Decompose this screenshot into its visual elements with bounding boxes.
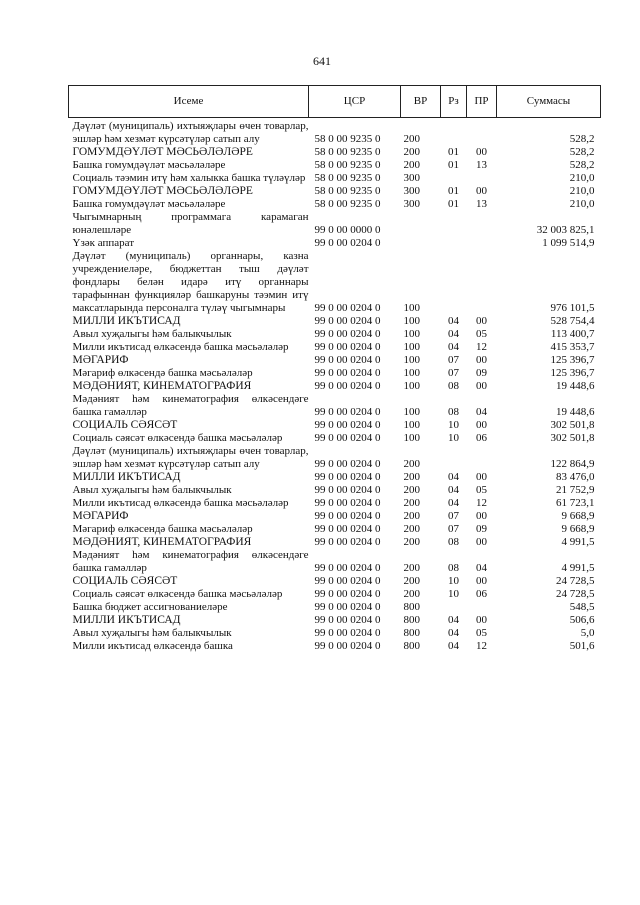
cell-rz: 04	[448, 627, 459, 639]
table-row	[69, 315, 601, 328]
cell-sum: 415 353,7	[550, 341, 595, 353]
table-row	[69, 614, 601, 627]
cell-pr: 13	[476, 159, 487, 171]
cell-csr: 99 0 00 0204 0	[314, 471, 381, 483]
cell-vr: 100	[403, 341, 420, 353]
table-row	[69, 640, 601, 653]
cell-vr: 200	[403, 562, 420, 574]
cell-rz: 07	[448, 354, 459, 366]
cell-rz: 04	[448, 614, 459, 626]
cell-pr: 00	[476, 471, 487, 483]
cell-pr	[467, 172, 497, 185]
cell-name: Социаль сәясәт өлкәсендә башка мәсьәләләр	[72, 432, 283, 444]
cell-rz: 08	[448, 536, 459, 548]
cell-csr: 99 0 00 0204 0	[314, 341, 381, 353]
cell-sum: 506,6	[569, 614, 595, 626]
cell-csr: 58 0 00 9235 0	[314, 172, 381, 184]
cell-name: ГОМУМДӘҮЛӘТ МӘСЬӘЛӘЛӘРЕ	[72, 185, 253, 197]
cell-pr	[467, 211, 497, 237]
cell-rz	[441, 445, 467, 471]
cell-sum: 9 668,9	[561, 523, 595, 535]
cell-sum: 9 668,9	[561, 510, 595, 522]
cell-name: МИЛЛИ ИКЪТИСАД	[72, 315, 181, 327]
cell-sum: 210,0	[569, 198, 595, 210]
cell-vr	[401, 237, 441, 250]
cell-name: Авыл хуҗалыгы һәм балыкчылык	[72, 328, 232, 340]
table-row	[69, 118, 601, 147]
cell-name: Социаль тәэмин итү һәм халыкка башка түләүләр	[72, 172, 306, 184]
cell-name: Милли икътисад өлкәсендә башка	[72, 640, 233, 652]
cell-sum: 4 991,5	[561, 536, 595, 548]
cell-csr: 99 0 00 0204 0	[314, 523, 381, 535]
cell-sum: 24 728,5	[556, 575, 595, 587]
budget-table	[68, 85, 601, 653]
cell-pr	[467, 237, 497, 250]
cell-sum: 125 396,7	[550, 354, 595, 366]
table-row	[69, 445, 601, 471]
cell-rz: 01	[448, 146, 459, 158]
cell-sum: 501,6	[569, 640, 595, 652]
cell-pr	[467, 601, 497, 614]
cell-sum: 21 752,9	[556, 484, 595, 496]
cell-rz: 08	[448, 380, 459, 392]
cell-name: СОЦИАЛЬ СӘЯСӘТ	[72, 575, 178, 587]
cell-name: Авыл хуҗалыгы һәм балыкчылык	[72, 627, 232, 639]
cell-pr: 05	[476, 328, 487, 340]
cell-name: Дәүләт (муниципаль) ихтыяҗлары өчен товарлар, эшләр һәм хезмәт күрсәтүләр сатып алу	[72, 120, 309, 145]
table-row	[69, 484, 601, 497]
cell-vr	[401, 211, 441, 237]
table-row	[69, 380, 601, 393]
table-header-row	[69, 86, 601, 118]
cell-pr: 00	[476, 380, 487, 392]
cell-vr: 100	[403, 380, 420, 392]
cell-name: Авыл хуҗалыгы һәм балыкчылык	[72, 484, 232, 496]
cell-pr: 12	[476, 341, 487, 353]
cell-name: Мәдәният һәм кинематография өлкәсендәге башка гамәлләр	[72, 549, 309, 574]
table-row	[69, 510, 601, 523]
cell-rz: 07	[448, 510, 459, 522]
cell-sum: 528 754,4	[550, 315, 595, 327]
cell-pr: 00	[476, 614, 487, 626]
cell-csr: 99 0 00 0204 0	[314, 588, 381, 600]
cell-csr: 99 0 00 0204 0	[314, 627, 381, 639]
cell-rz: 01	[448, 159, 459, 171]
cell-rz	[441, 237, 467, 250]
table-row	[69, 146, 601, 159]
cell-csr: 99 0 00 0000 0	[314, 224, 381, 236]
cell-vr: 300	[403, 198, 420, 210]
cell-vr: 800	[403, 640, 420, 652]
cell-pr: 05	[476, 627, 487, 639]
cell-csr: 99 0 00 0204 0	[314, 354, 381, 366]
cell-pr: 13	[476, 198, 487, 210]
cell-name: Социаль сәясәт өлкәсендә башка мәсьәләләр	[72, 588, 283, 600]
cell-pr	[467, 250, 497, 315]
header-sum: Суммасы	[497, 86, 601, 118]
cell-pr: 06	[476, 588, 487, 600]
cell-pr: 00	[476, 575, 487, 587]
table-row	[69, 471, 601, 484]
cell-sum: 302 501,8	[550, 432, 595, 444]
cell-csr: 99 0 00 0204 0	[314, 302, 381, 314]
cell-vr: 300	[403, 172, 420, 184]
header-name: Исеме	[69, 86, 309, 118]
cell-pr: 04	[476, 562, 487, 574]
cell-rz: 10	[448, 575, 459, 587]
cell-name: Дәүләт (муниципаль) ихтыяҗлары өчен товарлар, эшләр һәм хезмәт күрсәтүләр сатып алу	[72, 445, 309, 470]
cell-sum: 125 396,7	[550, 367, 595, 379]
cell-csr: 99 0 00 0204 0	[314, 458, 381, 470]
cell-vr: 100	[403, 367, 420, 379]
cell-vr: 800	[403, 614, 420, 626]
cell-rz	[441, 601, 467, 614]
cell-vr: 200	[403, 536, 420, 548]
table-row	[69, 237, 601, 250]
cell-sum: 528,2	[569, 146, 595, 158]
cell-sum: 24 728,5	[556, 588, 595, 600]
header-rz: Рз	[441, 86, 467, 118]
cell-csr: 99 0 00 0204 0	[314, 484, 381, 496]
cell-sum: 210,0	[569, 172, 595, 184]
cell-rz: 04	[448, 328, 459, 340]
table-row	[69, 393, 601, 419]
cell-rz	[441, 172, 467, 185]
cell-rz: 04	[448, 471, 459, 483]
page-number: 641	[313, 54, 331, 68]
header-pr: ПР	[467, 86, 497, 118]
cell-sum: 19 448,6	[556, 380, 595, 392]
cell-vr: 200	[403, 471, 420, 483]
cell-sum: 32 003 825,1	[536, 224, 595, 236]
table-body	[69, 118, 601, 654]
cell-vr: 200	[403, 588, 420, 600]
header-vr: ВР	[401, 86, 441, 118]
cell-rz: 07	[448, 367, 459, 379]
table-row	[69, 627, 601, 640]
table-row	[69, 432, 601, 445]
cell-vr: 100	[403, 328, 420, 340]
cell-csr: 99 0 00 0204 0	[314, 614, 381, 626]
cell-sum: 5,0	[580, 627, 595, 639]
cell-csr: 58 0 00 9235 0	[314, 146, 381, 158]
table-row	[69, 185, 601, 198]
cell-pr: 06	[476, 432, 487, 444]
cell-pr: 00	[476, 510, 487, 522]
cell-csr: 99 0 00 0204 0	[314, 380, 381, 392]
table-row	[69, 354, 601, 367]
cell-vr: 200	[403, 575, 420, 587]
cell-rz: 04	[448, 341, 459, 353]
cell-sum: 528,2	[569, 133, 595, 145]
cell-vr: 300	[403, 185, 420, 197]
cell-pr: 00	[476, 536, 487, 548]
cell-name: Милли икътисад өлкәсендә башка мәсьәләләр	[72, 341, 289, 353]
cell-pr: 09	[476, 367, 487, 379]
cell-sum: 1 099 514,9	[542, 237, 595, 249]
cell-csr: 58 0 00 9235 0	[314, 185, 381, 197]
cell-rz: 08	[448, 562, 459, 574]
table-row	[69, 159, 601, 172]
cell-sum: 210,0	[569, 185, 595, 197]
cell-csr: 99 0 00 0204 0	[314, 432, 381, 444]
table-row	[69, 172, 601, 185]
cell-pr: 00	[476, 185, 487, 197]
cell-rz: 10	[448, 419, 459, 431]
cell-sum: 302 501,8	[550, 419, 595, 431]
cell-vr: 100	[403, 302, 420, 314]
cell-csr: 58 0 00 9235 0	[314, 198, 381, 210]
cell-sum: 528,2	[569, 159, 595, 171]
table-row	[69, 575, 601, 588]
cell-name: МӘДӘНИЯТ, КИНЕМАТОГРАФИЯ	[72, 380, 252, 392]
cell-name: Чыгымнарның программага карамаган юнәлешләре	[72, 211, 309, 236]
cell-rz: 01	[448, 185, 459, 197]
cell-vr: 200	[403, 484, 420, 496]
cell-csr: 99 0 00 0204 0	[314, 562, 381, 574]
cell-vr: 200	[403, 523, 420, 535]
cell-sum: 113 400,7	[550, 328, 595, 340]
cell-name: Башка гомумдәүләт мәсьәләләре	[72, 159, 226, 171]
table-row	[69, 211, 601, 237]
table-row	[69, 549, 601, 575]
cell-sum: 548,5	[569, 601, 595, 613]
cell-rz: 08	[448, 406, 459, 418]
cell-sum: 19 448,6	[556, 406, 595, 418]
cell-pr: 00	[476, 354, 487, 366]
cell-vr: 100	[403, 419, 420, 431]
cell-rz	[441, 118, 467, 147]
table-row	[69, 250, 601, 315]
cell-vr: 200	[403, 510, 420, 522]
cell-sum: 976 101,5	[550, 302, 595, 314]
cell-sum: 4 991,5	[561, 562, 595, 574]
cell-rz: 10	[448, 588, 459, 600]
cell-name: МӘГАРИФ	[72, 354, 129, 366]
cell-sum: 83 476,0	[556, 471, 595, 483]
cell-csr: 58 0 00 9235 0	[314, 133, 381, 145]
cell-vr: 100	[403, 406, 420, 418]
table-row	[69, 419, 601, 432]
cell-csr: 99 0 00 0204 0	[314, 510, 381, 522]
cell-name: СОЦИАЛЬ СӘЯСӘТ	[72, 419, 178, 431]
cell-vr: 800	[403, 601, 420, 613]
cell-name: Башка гомумдәүләт мәсьәләләре	[72, 198, 226, 210]
cell-rz	[441, 250, 467, 315]
cell-vr: 200	[403, 159, 420, 171]
cell-pr: 04	[476, 406, 487, 418]
cell-name: Үзәк аппарат	[72, 237, 135, 249]
table-row	[69, 523, 601, 536]
cell-vr: 200	[403, 133, 420, 145]
cell-csr: 58 0 00 9235 0	[314, 159, 381, 171]
cell-csr: 99 0 00 0204 0	[314, 406, 381, 418]
cell-csr: 99 0 00 0204 0	[314, 640, 381, 652]
cell-csr: 99 0 00 0204 0	[314, 497, 381, 509]
cell-rz: 04	[448, 315, 459, 327]
cell-name: Мәгариф өлкәсендә башка мәсьәләләр	[72, 367, 253, 379]
cell-vr: 200	[403, 497, 420, 509]
cell-rz	[441, 211, 467, 237]
cell-rz: 04	[448, 497, 459, 509]
cell-pr	[467, 445, 497, 471]
cell-name: Мәгариф өлкәсендә башка мәсьәләләр	[72, 523, 253, 535]
cell-name: МИЛЛИ ИКЪТИСАД	[72, 614, 181, 626]
cell-sum: 122 864,9	[550, 458, 595, 470]
cell-csr: 99 0 00 0204 0	[314, 315, 381, 327]
cell-name: Мәдәният һәм кинематография өлкәсендәге башка гамәлләр	[72, 393, 309, 418]
cell-pr: 00	[476, 315, 487, 327]
cell-csr: 99 0 00 0204 0	[314, 601, 381, 613]
cell-rz: 10	[448, 432, 459, 444]
cell-name: Башка бюджет ассигнованиеләре	[72, 601, 228, 613]
cell-pr	[467, 118, 497, 147]
header-csr: ЦСР	[309, 86, 401, 118]
cell-vr: 200	[403, 146, 420, 158]
cell-pr: 09	[476, 523, 487, 535]
cell-rz: 01	[448, 198, 459, 210]
cell-csr: 99 0 00 0204 0	[314, 237, 381, 249]
cell-name: Милли икътисад өлкәсендә башка мәсьәләләр	[72, 497, 289, 509]
cell-name: МИЛЛИ ИКЪТИСАД	[72, 471, 181, 483]
cell-csr: 99 0 00 0204 0	[314, 367, 381, 379]
table-row	[69, 328, 601, 341]
table-row	[69, 367, 601, 380]
table-row	[69, 536, 601, 549]
cell-csr: 99 0 00 0204 0	[314, 536, 381, 548]
cell-name: Дәүләт (муниципаль) органнары, казна учреждениеләре, бюджеттан тыш дәүләт фондлары белән идарә итү органнары тарафыннан функцияләр башкаруны тәэмин итү максатларында персоналга түләү чыгымнары	[72, 250, 309, 314]
cell-vr: 100	[403, 432, 420, 444]
table-row	[69, 497, 601, 510]
cell-vr: 100	[403, 315, 420, 327]
cell-rz: 07	[448, 523, 459, 535]
table-row	[69, 601, 601, 614]
table-row	[69, 588, 601, 601]
cell-pr: 00	[476, 146, 487, 158]
cell-sum: 61 723,1	[556, 497, 595, 509]
cell-pr: 12	[476, 497, 487, 509]
cell-pr: 12	[476, 640, 487, 652]
cell-pr: 05	[476, 484, 487, 496]
cell-csr: 99 0 00 0204 0	[314, 575, 381, 587]
table-row	[69, 198, 601, 211]
cell-name: МӘГАРИФ	[72, 510, 129, 522]
cell-rz: 04	[448, 484, 459, 496]
cell-vr: 800	[403, 627, 420, 639]
cell-csr: 99 0 00 0204 0	[314, 419, 381, 431]
cell-vr: 100	[403, 354, 420, 366]
cell-vr: 200	[403, 458, 420, 470]
cell-rz: 04	[448, 640, 459, 652]
cell-csr: 99 0 00 0204 0	[314, 328, 381, 340]
cell-name: МӘДӘНИЯТ, КИНЕМАТОГРАФИЯ	[72, 536, 252, 548]
cell-name: ГОМУМДӘҮЛӘТ МӘСЬӘЛӘЛӘРЕ	[72, 146, 253, 158]
table-row	[69, 341, 601, 354]
cell-pr: 00	[476, 419, 487, 431]
